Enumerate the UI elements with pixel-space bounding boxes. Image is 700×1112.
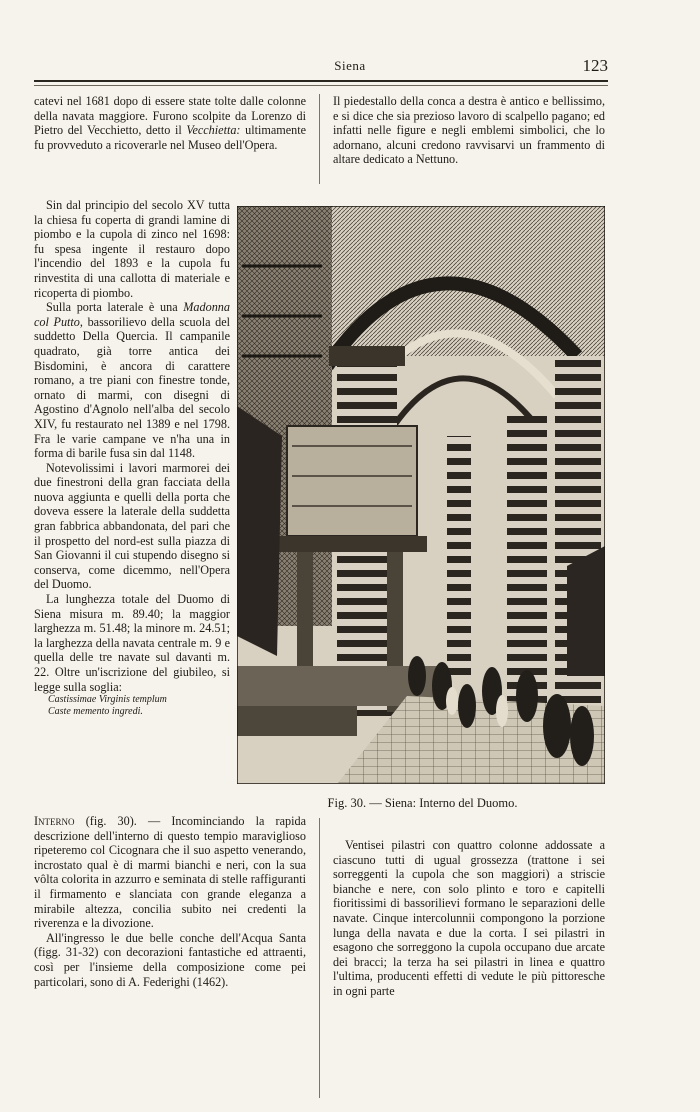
running-title: Siena — [334, 58, 366, 73]
quote-line: Castissimae Virginis templum — [48, 694, 167, 706]
paragraph: Ventisei pilastri con quattro colonne addossate a ciascuno tutti di ugual grossezza (trattone i sei sorreggenti la cupola che son maggiori) a striscie bianche e nere, con solo plinto e toro e capitelli fioritissimi di bassorilievi formano le separazioni delle navate. Cinque intercolunnii compongono la porzione lunga della navata e due la corta. I sei pilastri in esagono che sorreggono la cupola occupano due arcate dei bracci; la terza ha sei pilastri in linea e quattro l'ultima, producenti effetti di vedute le più pittoresche in ogni parte — [333, 838, 605, 998]
paragraph — [34, 814, 306, 931]
engraving-illustration — [237, 206, 605, 784]
column-divider — [319, 94, 320, 184]
text: catevi nel 1681 dopo di essere state tolte dalle colonne della navata maggiore. Furono scolpite da Lorenzo di Pietro del Vecchietto, detto il — [34, 94, 306, 138]
running-head — [0, 58, 700, 78]
section-label: Interno — [34, 814, 75, 828]
left-column-bottom — [34, 814, 306, 989]
paragraph — [34, 300, 230, 461]
italic-name: Vecchietta: — [186, 123, 241, 138]
right-column-bottom — [333, 838, 605, 999]
inscription-quote — [34, 694, 230, 718]
column-divider — [319, 818, 320, 1098]
header-rule-thin — [34, 85, 608, 86]
header-rule — [34, 80, 608, 82]
italic-title: Madonna col Putto — [34, 300, 230, 329]
page-number: 123 — [582, 56, 608, 75]
text: , bassorilievo della scuola del suddetto Della Quercia. Il campanile quadrato, già torre antica dei Bisdomini, è ancora di carattere romano, a tre piani con finestre tonde, ornato di marmi, con disegni di Agostino d'Agnolo nell'alba del secolo XIV, fu restaurato nel 1389 e nel 1798. Fra le varie campane ve n'ha una in forma di barile fusa sin dal 1148. — [34, 314, 230, 461]
paragraph — [34, 94, 306, 152]
text: (fig. 30). — Incominciando la rapida descrizione dell'interno di questo tempio maraviglioso ripeteremo col Cicognara che il suo aspetto venerando, incrostato qual è di marmi bianchi e neri, con la sua vôlta colorita in azzurro e seminata di stelle raffiguranti il firmamento e slanciata con grande eleganza a mirabile altezza, concilia subito nei credenti la riverenza e la divozione. — [34, 814, 307, 931]
paragraph: Sin dal principio del secolo XV tutta la chiesa fu coperta di grandi lamine di piombo e la cupola di zinco nel 1698: fu spesa ingente il restauro dopo l'incendio del 1893 e la cupola fu rinvestita di una callotta di materiale e ricoperta di piombo. — [34, 198, 230, 300]
text: Sulla porta laterale è una — [46, 300, 178, 315]
figure-caption: Fig. 30. — Siena: Interno del Duomo. — [327, 796, 518, 810]
paragraph: Notevolissimi i lavori marmorei dei due finestroni della gran facciata della nuova aggiunta e quelli della porta che doveva essere la laterale della suddetta gran fabbrica abbandonata, del pari che il prospetto del nord-est sulla piazza di San Giovanni il cui stupendo disegno si conserva, come dicemmo, nell'Opera del Duomo. — [34, 460, 230, 592]
quote-line: Caste memento ingredi. — [48, 706, 143, 718]
paragraph: All'ingresso le due belle conche dell'Acqua Santa (figg. 31-32) con decorazioni fantastiche ed attraenti, così per l'insieme della composizione come pei particolari, sono di A. Federighi (1462). — [34, 930, 306, 989]
right-column-top — [333, 94, 605, 167]
cathedral-interior-engraving — [237, 206, 605, 784]
text: ultimamente fu provveduto a ricoverarle nel Museo dell'Opera. — [34, 123, 307, 152]
left-column-top — [34, 94, 306, 152]
paragraph: Il piedestallo della conca a destra è antico e bellissimo, e si dice che sia prezioso lavoro di scalpello pagano; ed infatti nelle figure e negli emblemi simbolici, che lo adornano, alcuni credono ravvisarvi un frammento di altare dedicato a Nettuno. — [333, 94, 605, 167]
paragraph: La lunghezza totale del Duomo di Siena misura m. 89.40; la maggior larghezza m. 51.48; la minore m. 24.51; la larghezza della navata centrale m. 9 e quella delle tre navate sul davanti m. 22. Oltre un'iscrizione del giubileo, si legge sulla soglia: — [34, 592, 230, 694]
left-column-narrow — [34, 198, 230, 718]
